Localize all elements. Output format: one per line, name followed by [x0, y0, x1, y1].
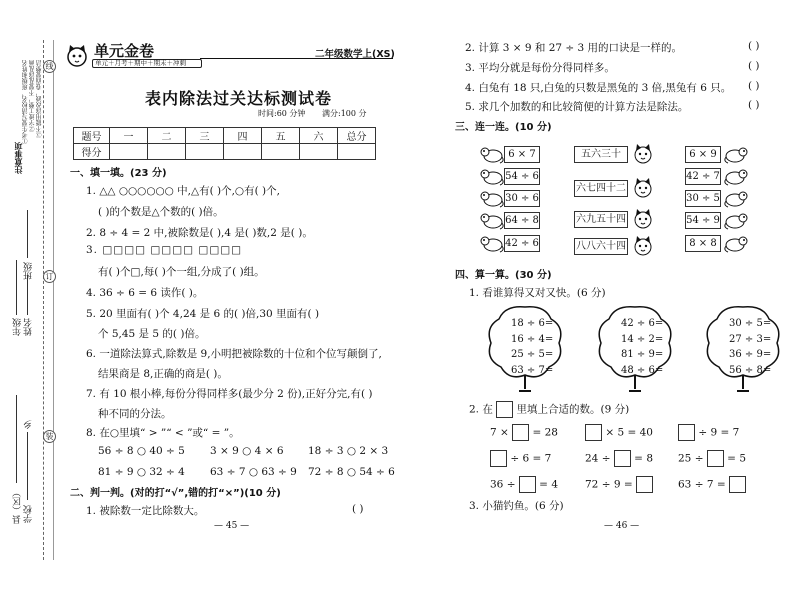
apple-problem[interactable]: 56 ÷ 8=	[729, 364, 772, 376]
calc-1-title: 1. 看谁算得又对又快。(6 分)	[469, 287, 606, 299]
cat-icon	[632, 235, 654, 257]
brand-title: 单元金卷	[94, 42, 155, 60]
answer-box[interactable]	[614, 450, 631, 467]
judge-1: 1. 被除数一定比除数大。	[86, 505, 205, 517]
mascot-cat-icon	[64, 44, 90, 68]
section-3-title: 三、连一连。(10 分)	[455, 122, 552, 133]
score-input-cell[interactable]	[262, 144, 300, 160]
score-cell: 题号	[74, 128, 110, 144]
score-table-score-row	[74, 144, 376, 160]
equation-suffix: = 8	[630, 452, 653, 465]
question-1-line-2: ( )的个数是△个数的( )倍。	[98, 206, 224, 218]
answer-box[interactable]	[490, 450, 507, 467]
class-label: 班级	[24, 262, 34, 280]
fill-equation	[585, 450, 653, 467]
apple-problem[interactable]: 27 ÷ 3=	[729, 333, 772, 345]
section-1-title: 一、填一填。(23 分)	[70, 168, 167, 179]
connect-middle-card[interactable]: 六七四十二	[574, 180, 628, 197]
full-score: 满分:100 分	[322, 109, 367, 118]
mouse-icon	[724, 209, 750, 231]
answer-box[interactable]	[636, 476, 653, 493]
seal-char-3: 装	[43, 430, 56, 443]
seal-char-2: 订	[43, 270, 56, 283]
fill-equation	[585, 424, 653, 441]
apple-problem[interactable]: 63 ÷ 7=	[511, 364, 554, 376]
apple-3-problems	[729, 316, 771, 378]
judge-2: 2. 计算 3 × 9 和 27 ÷ 3 用的口诀是一样的。	[465, 42, 683, 54]
compare-item: 63 ÷ 7 ○ 63 ÷ 9	[210, 466, 297, 478]
fill-equation	[490, 450, 551, 467]
connect-right-card[interactable]: 6 × 9	[685, 146, 721, 163]
score-cell: 一	[110, 128, 148, 144]
mouse-icon	[478, 165, 504, 187]
score-table-header-row	[74, 128, 376, 144]
connect-middle-card[interactable]: 六九五十四	[574, 211, 628, 228]
judge-4-answer[interactable]: ( )	[748, 80, 760, 92]
compare-item: 18 ÷ 3 ○ 2 × 3	[308, 445, 389, 457]
compare-item: 3 × 9 ○ 4 × 6	[210, 445, 284, 457]
judge-2-answer[interactable]: ( )	[748, 40, 760, 52]
grade-label: 年级	[13, 318, 23, 336]
calc-3-title: 3. 小猫钓鱼。(6 分)	[469, 500, 564, 512]
score-cell: 三	[186, 128, 224, 144]
example-box	[496, 401, 513, 418]
mouse-icon	[724, 232, 750, 254]
judge-3: 3. 平均分就是每份分得同样多。	[465, 62, 615, 74]
apple-problem[interactable]: 42 ÷ 6=	[621, 318, 664, 329]
connect-left-card[interactable]: 54 ÷ 6	[504, 168, 540, 185]
judge-5: 5. 求几个加数的和比较简便的计算方法是除法。	[465, 101, 689, 113]
score-input-cell[interactable]	[186, 144, 224, 160]
answer-box[interactable]	[729, 476, 746, 493]
brand-sub: 单元＋月考＋期中＋期末＋冲刺	[95, 59, 186, 67]
page-number-left: — 45 —	[214, 521, 250, 531]
question-6-line-1: 6. 一道除法算式,除数是 9,小明把被除数的十位和个位写颠倒了,	[86, 348, 382, 360]
connect-right-card[interactable]: 54 ÷ 9	[685, 212, 721, 229]
apple-problem[interactable]: 81 ÷ 9=	[621, 349, 664, 360]
mouse-icon	[724, 187, 750, 209]
score-cell: 五	[262, 128, 300, 144]
apple-problem[interactable]: 30 ÷ 5=	[729, 318, 772, 329]
score-cell: 六	[300, 128, 338, 144]
mouse-icon	[724, 143, 750, 165]
compare-item: 81 ÷ 9 ○ 32 ÷ 4	[98, 466, 185, 478]
mouse-icon	[724, 165, 750, 187]
apple-problem[interactable]: 18 ÷ 6=	[511, 318, 554, 329]
county-label: 县（区）	[13, 488, 23, 524]
school-label: 学校	[24, 505, 34, 523]
equation-prefix: 36 ÷	[490, 478, 519, 491]
mouse-icon	[478, 143, 504, 165]
connect-right-card[interactable]: 42 ÷ 7	[685, 168, 721, 185]
question-3-line-2: 有( )个□,每( )个一组,分成了( )组。	[98, 266, 265, 278]
score-cell: 二	[148, 128, 186, 144]
apple-problem[interactable]: 36 ÷ 9=	[729, 349, 772, 360]
score-cell: 总分	[338, 128, 376, 144]
apple-problem[interactable]: 14 ÷ 2=	[621, 333, 664, 345]
judge-4: 4. 白兔有 18 只,白兔的只数是黑兔的 3 倍,黑兔有 6 只。	[465, 82, 732, 94]
mouse-icon	[478, 187, 504, 209]
cat-icon	[632, 177, 654, 199]
cat-icon	[632, 208, 654, 230]
notice-line-2: ②字迹工整，不要乱涂乱画	[29, 60, 36, 132]
question-1-line-1: 1. △△ ○○○○○○ 中,△有( )个,○有( )个,	[86, 185, 280, 197]
mouse-icon	[478, 232, 504, 254]
question-6-line-2: 结果商是 8,正确的商是( )。	[98, 368, 228, 380]
score-cell: 四	[224, 128, 262, 144]
grade-label-top: 二年级数学上(XS)	[315, 49, 395, 60]
score-input-cell[interactable]	[338, 144, 376, 160]
fill-equation	[490, 424, 558, 441]
fill-equation	[585, 476, 653, 493]
equation-suffix: × 5 = 40	[602, 426, 653, 439]
fill-equation	[678, 476, 746, 493]
section-2-title: 二、判一判。(对的打“√”,错的打“×”)(10 分)	[70, 488, 281, 499]
exam-title: 表内除法过关达标测试卷	[145, 89, 333, 108]
equation-prefix: 24 ÷	[585, 452, 614, 465]
apple-problem[interactable]: 25 ÷ 5=	[511, 349, 554, 360]
equation-prefix: 7 ×	[490, 426, 513, 439]
equation-prefix: 63 ÷ 7 =	[678, 478, 729, 491]
question-4: 4. 36 ÷ 6 = 6 读作( )。	[86, 287, 204, 299]
score-table	[73, 127, 376, 160]
calc-2-title-b: 里填上合适的数。(9 分)	[516, 403, 630, 416]
apple-1-problems	[511, 316, 553, 378]
question-8-title: 8. 在○里填“ > ”“ < ”或“ = ”。	[86, 427, 240, 439]
cat-icon	[632, 143, 654, 165]
equation-suffix: ÷ 9 = 7	[695, 426, 740, 439]
question-7-line-2: 种不同的分法。	[98, 408, 172, 420]
fill-equation	[678, 424, 739, 441]
connect-left-card[interactable]: 30 ÷ 6	[504, 190, 540, 207]
name-label: 姓名	[24, 318, 34, 336]
fill-equation	[678, 450, 746, 467]
apple-2-problems	[621, 316, 663, 378]
calc-2-title-a: 2. 在	[469, 403, 493, 416]
apple-problem[interactable]: 48 ÷ 6=	[621, 364, 664, 376]
score-input-cell[interactable]	[148, 144, 186, 160]
mouse-icon	[478, 209, 504, 231]
answer-box[interactable]	[519, 476, 536, 493]
score-input-cell[interactable]	[110, 144, 148, 160]
calc-2-title	[469, 401, 629, 418]
question-7-line-1: 7. 有 10 根小棒,每份分得同样多(最少分 2 份),正好分完,有( )	[86, 388, 373, 400]
fill-equation	[490, 476, 558, 493]
question-5-line-2: 个 5,45 是 5 的( )倍。	[98, 328, 206, 340]
connect-left-card[interactable]: 42 ÷ 6	[504, 235, 540, 252]
connect-right-card[interactable]: 30 ÷ 5	[685, 190, 721, 207]
page-number-right: — 46 —	[604, 521, 640, 531]
compare-item: 56 ÷ 8 ○ 40 ÷ 5	[98, 445, 185, 457]
notice-line-3: ③不能用涂改液，卷面要整洁	[36, 60, 43, 138]
judge-1-answer[interactable]: ( )	[352, 503, 364, 515]
time-limit: 时间:60 分钟	[258, 109, 306, 118]
judge-5-answer[interactable]: ( )	[748, 99, 760, 111]
answer-box[interactable]	[678, 424, 695, 441]
apple-problem[interactable]: 16 ÷ 4=	[511, 333, 554, 345]
seal-char-1: 线	[43, 60, 56, 73]
answer-box[interactable]	[512, 424, 529, 441]
score-input-cell[interactable]	[300, 144, 338, 160]
connect-left-card[interactable]: 64 ÷ 8	[504, 212, 540, 229]
score-input-cell[interactable]	[224, 144, 262, 160]
equation-suffix: = 5	[723, 452, 746, 465]
score-cell: 得分	[74, 144, 110, 160]
equation-prefix: 72 ÷ 9 =	[585, 478, 636, 491]
answer-box[interactable]	[585, 424, 602, 441]
answer-box[interactable]	[707, 450, 724, 467]
section-4-title: 四、算一算。(30 分)	[455, 270, 552, 281]
township-label: 乡	[24, 420, 34, 429]
judge-3-answer[interactable]: ( )	[748, 60, 760, 72]
question-5-line-1: 5. 20 里面有( )个 4,24 是 6 的( )倍,30 里面有( )	[86, 308, 320, 320]
connect-middle-card[interactable]: 五六三十	[574, 146, 628, 163]
connect-left-card[interactable]: 6 × 7	[504, 146, 540, 163]
notice-label: 注意事项	[13, 142, 23, 174]
question-3-squares: 3. □□□□ □□□□ □□□□	[86, 244, 243, 256]
connect-middle-card[interactable]: 八八六十四	[574, 238, 628, 255]
equation-suffix: = 4	[535, 478, 558, 491]
compare-item: 72 ÷ 8 ○ 54 ÷ 6	[308, 466, 395, 478]
equation-suffix: = 28	[529, 426, 558, 439]
equation-suffix: ÷ 6 = 7	[507, 452, 552, 465]
notice-line-1: ①考生要写清校名、班级和姓名	[22, 60, 29, 144]
connect-right-card[interactable]: 8 × 8	[685, 235, 721, 252]
question-2: 2. 8 ÷ 4 = 2 中,被除数是( ),4 是( )数,2 是( )。	[86, 227, 313, 239]
equation-prefix: 25 ÷	[678, 452, 707, 465]
